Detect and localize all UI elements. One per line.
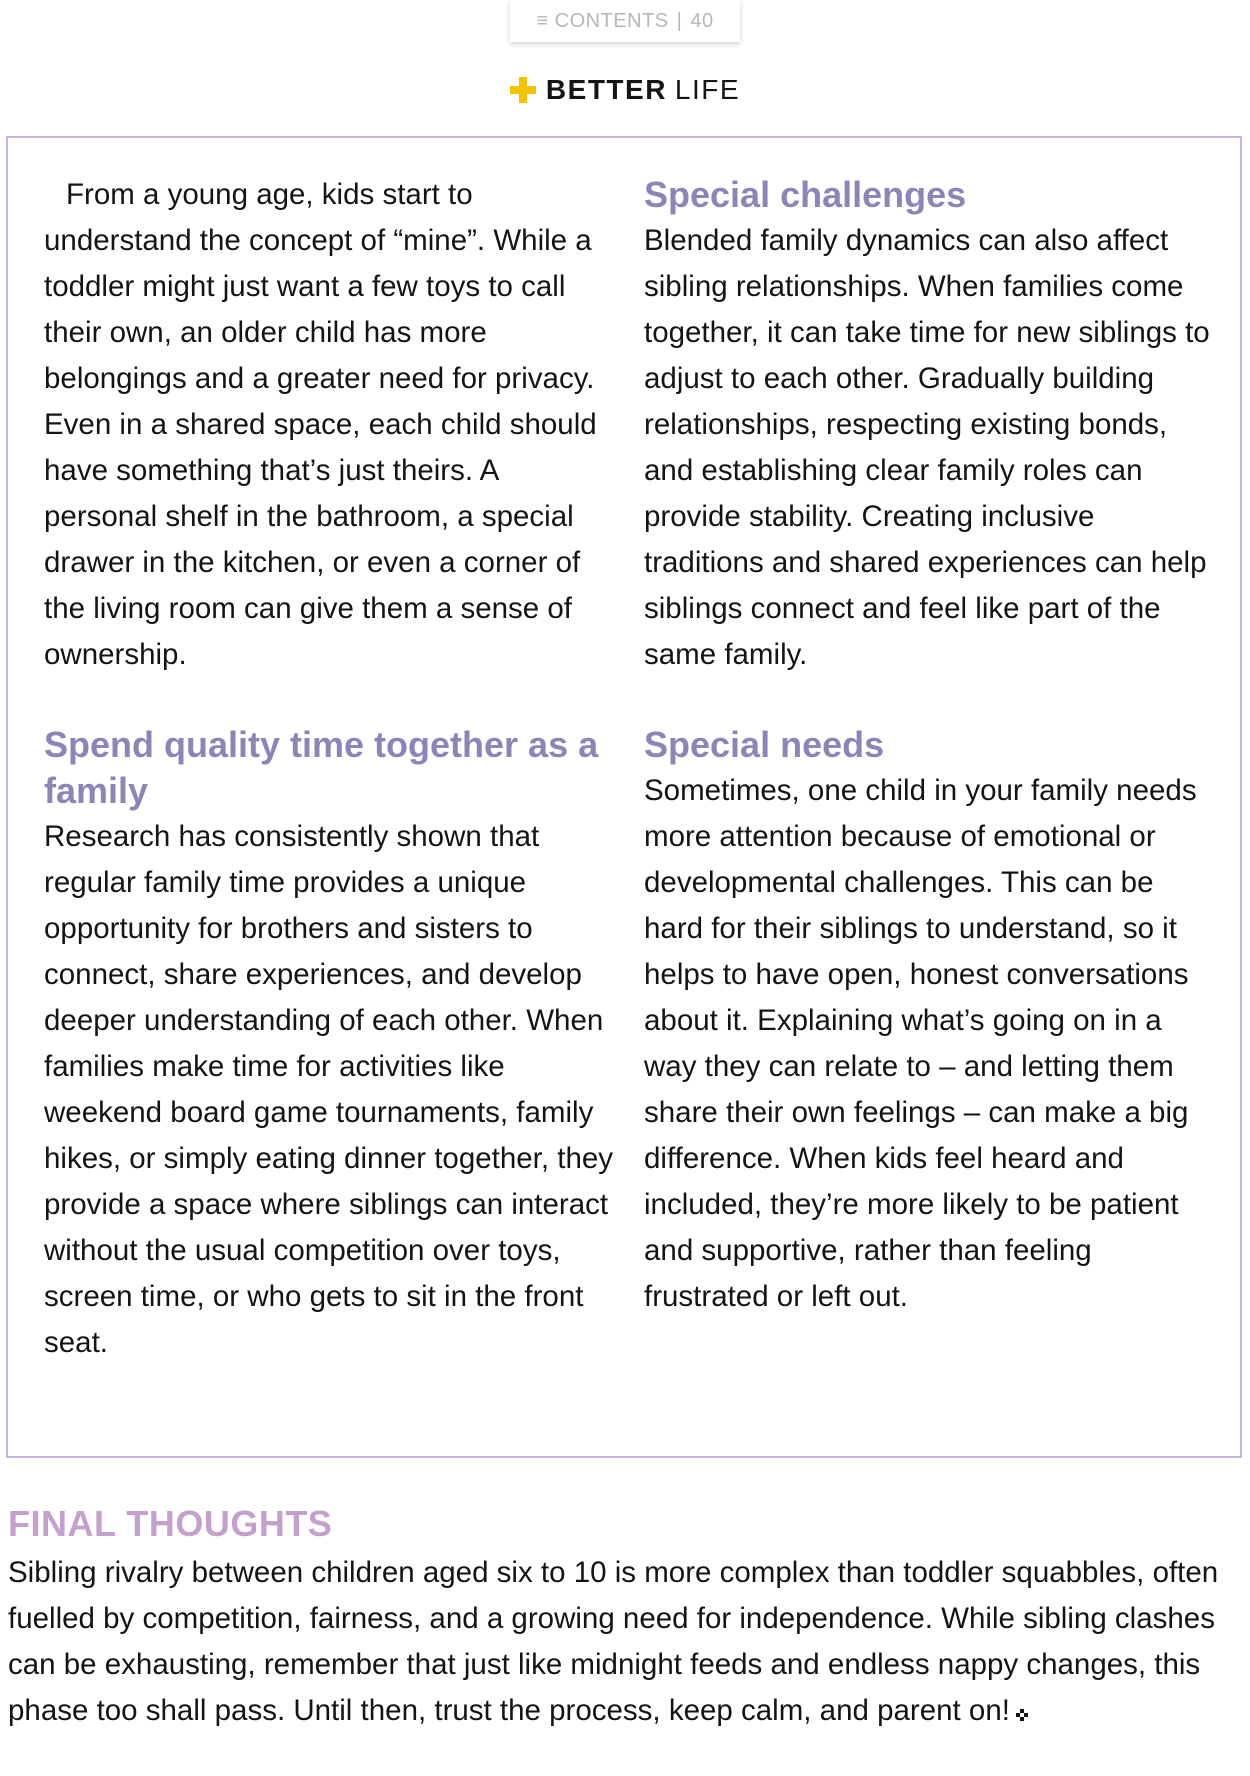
contents-label: ≡ CONTENTS — [536, 9, 669, 32]
special-challenges-paragraph: Blended family dynamics can also affect sibling relationships. When families come together, it can take time for new siblings to adjust to each other. Gradually building relationships, respecting existing bonds, and establishing clear family roles can provide stability. Creating inclusive traditions and shared experiences can help siblings connect and feel like part of the same family. — [644, 224, 1210, 671]
section-title-quality-time: Spend quality time together as a family — [44, 724, 599, 811]
brand-bold: BETTER — [545, 74, 667, 105]
quality-time-paragraph: Research has consistently shown that regular family time provides a unique opportunity for brothers and sisters to connect, share experiences, and develop deeper understanding of each other. When families make time for activities like weekend board game tournaments, family hikes, or simply eating dinner together, they provide a space where siblings can interact without the usual competition over toys, screen time, or who gets to sit in the front seat. — [44, 820, 614, 1359]
page-number: 40 — [690, 9, 714, 32]
special-needs-paragraph: Sometimes, one child in your family needs more attention because of emotional or developmental challenges. This can be hard for their siblings to understand, so it helps to have open, honest conversations about it. Explaining what’s going on in a way they can relate to – and letting them share their own feelings – can make a big difference. When kids feel heard and included, they’re more likely to be patient and supportive, rather than feeling frustrated or left out. — [644, 774, 1197, 1313]
section-title-special-needs: Special needs — [644, 724, 885, 765]
final-thoughts-title: FINAL THOUGHTS — [8, 1503, 333, 1544]
contents-tab[interactable] — [510, 0, 740, 42]
final-thoughts-section — [8, 1500, 1244, 1734]
final-thoughts-text: Sibling rivalry between children aged six to 10 is more complex than toddler squabbles, often fuelled by competition, fairness, and a growing need for independence. While sibling clashes can be exhausting, remember that just like midnight feeds and endless nappy changes, this phase too shall pass. Until then, trust the process, keep calm, and parent on! — [8, 1556, 1219, 1727]
plus-icon — [510, 77, 536, 103]
article-box — [6, 136, 1242, 1458]
brand-light: LIFE — [674, 74, 741, 105]
separator: | — [676, 9, 683, 32]
right-column — [644, 172, 1214, 1320]
section-title-special-challenges: Special challenges — [644, 174, 967, 215]
left-column — [44, 172, 614, 1366]
intro-paragraph: From a young age, kids start to understand the concept of “mine”. While a toddler might just want a few toys to call their own, an older child has more belongings and a greater need for privacy. Even in a shared space, each child should have something that’s just theirs. A personal shelf in the bathroom, a special drawer in the kitchen, or even a corner of the living room can give them a sense of ownership. — [44, 178, 597, 671]
final-thoughts-paragraph — [8, 1550, 1244, 1734]
end-mark-icon — [1016, 1709, 1028, 1721]
section-brand — [0, 74, 1250, 106]
